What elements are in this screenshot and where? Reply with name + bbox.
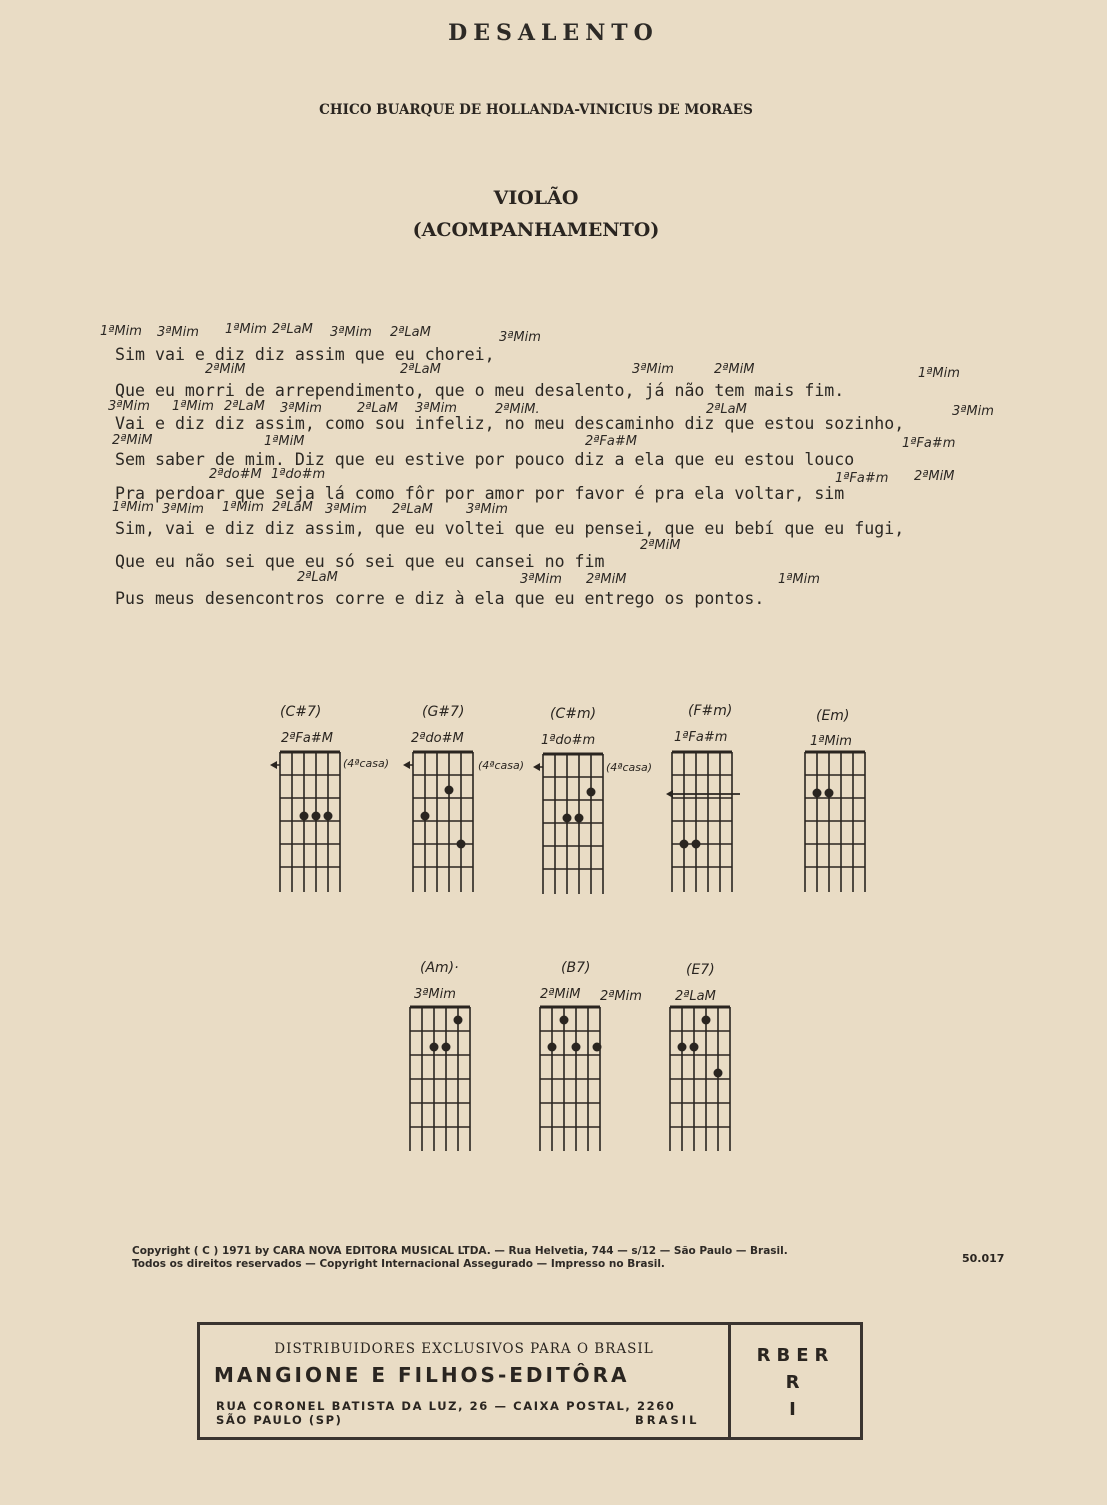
diagram-label: (E7)	[686, 962, 715, 978]
chord: 3ªMim	[415, 401, 457, 416]
subtitle-accompaniment: (ACOMPANHAMENTO)	[412, 219, 660, 241]
chord: 2ªLaM	[357, 401, 398, 416]
chord: 2ªLaM	[272, 500, 313, 515]
publisher-country: BRASIL	[635, 1413, 700, 1427]
diagram-label: (F#m)	[688, 703, 733, 719]
diagram-label: (Em)	[816, 708, 850, 724]
chord: 3ªMim	[325, 502, 367, 517]
chord-diagram-grid	[533, 752, 613, 892]
diagram-chord-name: 1ªMim	[810, 734, 852, 749]
diagram-chord-name: 3ªMim	[414, 987, 456, 1002]
chord: 2ªLaM	[706, 402, 747, 417]
chord-diagram-grid	[270, 750, 350, 890]
chord: 1ªMim	[172, 399, 214, 414]
chord: 2ªLaM	[297, 570, 338, 585]
chord-diagram-grid	[795, 750, 875, 890]
publisher-address: RUA CORONEL BATISTA DA LUZ, 26 — CAIXA POSTAL, 2260	[216, 1399, 676, 1413]
chord-diagram-grid	[403, 750, 483, 890]
chord: 1ªMim	[225, 322, 267, 337]
chord: 2ªMiM	[914, 469, 955, 484]
diagram-chord-name: 2ªdo#M	[411, 731, 464, 746]
diagram-chord-name: 1ªFa#m	[674, 730, 728, 745]
chord: 2ªLaM	[272, 322, 313, 337]
chord-diagram-grid	[400, 1005, 480, 1155]
lyric-line: Pus meus desencontros corre e diz à ela que eu entrego os pontos.	[115, 589, 765, 608]
chord: 1ªMim	[222, 500, 264, 515]
diagram-label: (C#7)	[280, 704, 322, 720]
distributors-label: DISTRIBUIDORES EXCLUSIVOS PARA O BRASIL	[274, 1341, 654, 1357]
chord: 2ªMiM	[112, 433, 153, 448]
diagram-fret-note: (4ªcasa)	[478, 759, 525, 772]
lyric-line: Sim vai e diz diz assim que eu chorei,	[115, 345, 495, 364]
publisher-name: MANGIONE E FILHOS-EDITÔRA	[214, 1363, 630, 1387]
chord: 1ªMim	[100, 324, 142, 339]
chord: 2ªMiM.	[495, 402, 540, 417]
diagram-chord-name: 2ªMiM	[540, 987, 581, 1002]
distributor-box	[197, 1322, 863, 1440]
publisher-city: SÃO PAULO (SP)	[216, 1413, 343, 1427]
diagram-label: (B7)	[561, 960, 591, 976]
diagram-chord-name-alt: 2ªMim	[600, 989, 642, 1004]
diagram-chord-name: 1ªdo#m	[541, 733, 596, 748]
song-title: DESALENTO	[448, 20, 659, 46]
diagram-fret-note: (4ªcasa)	[343, 757, 390, 770]
chord: 2ªMiM	[714, 362, 755, 377]
chord: 3ªMim	[952, 404, 994, 419]
chord: 1ªFa#m	[835, 471, 889, 486]
chord: 2ªdo#M	[209, 467, 262, 482]
chord: 3ªMim	[466, 502, 508, 517]
chord: 1ªFa#m	[902, 436, 956, 451]
diagram-label: (Am)·	[420, 960, 459, 976]
diagram-fret-note: (4ªcasa)	[606, 761, 653, 774]
lyric-line: Que eu não sei que eu só sei que eu cansei no fim	[115, 552, 605, 571]
chord: 1ªMim	[112, 500, 154, 515]
catalog-number: 50.017	[962, 1252, 1005, 1265]
subtitle-instrument: VIOLÃO	[493, 187, 579, 209]
code-line-2: R	[785, 1372, 806, 1393]
diagram-label: (G#7)	[422, 704, 465, 720]
chord: 1ªdo#m	[271, 467, 326, 482]
chord: 1ªMim	[778, 572, 820, 587]
copyright-line: Copyright ( C ) 1971 by CARA NOVA EDITORA MUSICAL LTDA. — Rua Helvetia, 744 — s/12 — São Paulo — Brasil.	[132, 1245, 788, 1257]
code-box	[731, 1325, 860, 1437]
chord: 2ªFa#M	[585, 434, 637, 449]
chord: 3ªMim	[520, 572, 562, 587]
chord: 3ªMim	[280, 401, 322, 416]
chord: 1ªMiM	[264, 434, 305, 449]
diagram-label: (C#m)	[550, 706, 597, 722]
lyric-line: Vai e diz diz assim, como sou infeliz, no meu descaminho diz que estou sozinho,	[115, 414, 905, 433]
chord: 1ªMim	[918, 366, 960, 381]
diagram-chord-name: 2ªFa#M	[281, 731, 333, 746]
chord-diagram-grid	[660, 1005, 740, 1155]
chord: 3ªMim	[499, 330, 541, 345]
lyric-line: Que eu morri de arrependimento, que o meu desalento, já não tem mais fim.	[115, 381, 845, 400]
code-line-3: I	[789, 1399, 802, 1420]
chord: 2ªMiM	[640, 538, 681, 553]
diagram-chord-name: 2ªLaM	[675, 989, 716, 1004]
chord: 2ªLaM	[390, 325, 431, 340]
chord: 2ªLaM	[224, 399, 265, 414]
chord: 3ªMim	[108, 399, 150, 414]
chord: 3ªMim	[157, 325, 199, 340]
chord: 2ªMiM	[586, 572, 627, 587]
chord: 3ªMim	[162, 502, 204, 517]
chord: 3ªMim	[632, 362, 674, 377]
rights-line: Todos os direitos reservados — Copyright Internacional Assegurado — Impresso no Brasil.	[132, 1258, 665, 1270]
chord: 2ªLaM	[400, 362, 441, 377]
chord: 2ªMiM	[205, 362, 246, 377]
composers: CHICO BUARQUE DE HOLLANDA-VINICIUS DE MORAES	[319, 102, 753, 118]
distributor-info	[200, 1325, 731, 1437]
lyric-line: Sim, vai e diz diz assim, que eu voltei que eu pensei, que eu bebí que eu fugi,	[115, 519, 905, 538]
lyric-line: Pra perdoar que seja lá como fôr por amor por favor é pra ela voltar, sim	[115, 484, 845, 503]
chord-diagram-grid	[662, 750, 742, 890]
chord: 2ªLaM	[392, 502, 433, 517]
chord: 3ªMim	[330, 325, 372, 340]
lyric-line: Sem saber de mim. Diz que eu estive por pouco diz a ela que eu estou louco	[115, 450, 855, 469]
code-line-1: RBER	[756, 1345, 835, 1366]
chord-diagram-grid	[530, 1005, 610, 1155]
